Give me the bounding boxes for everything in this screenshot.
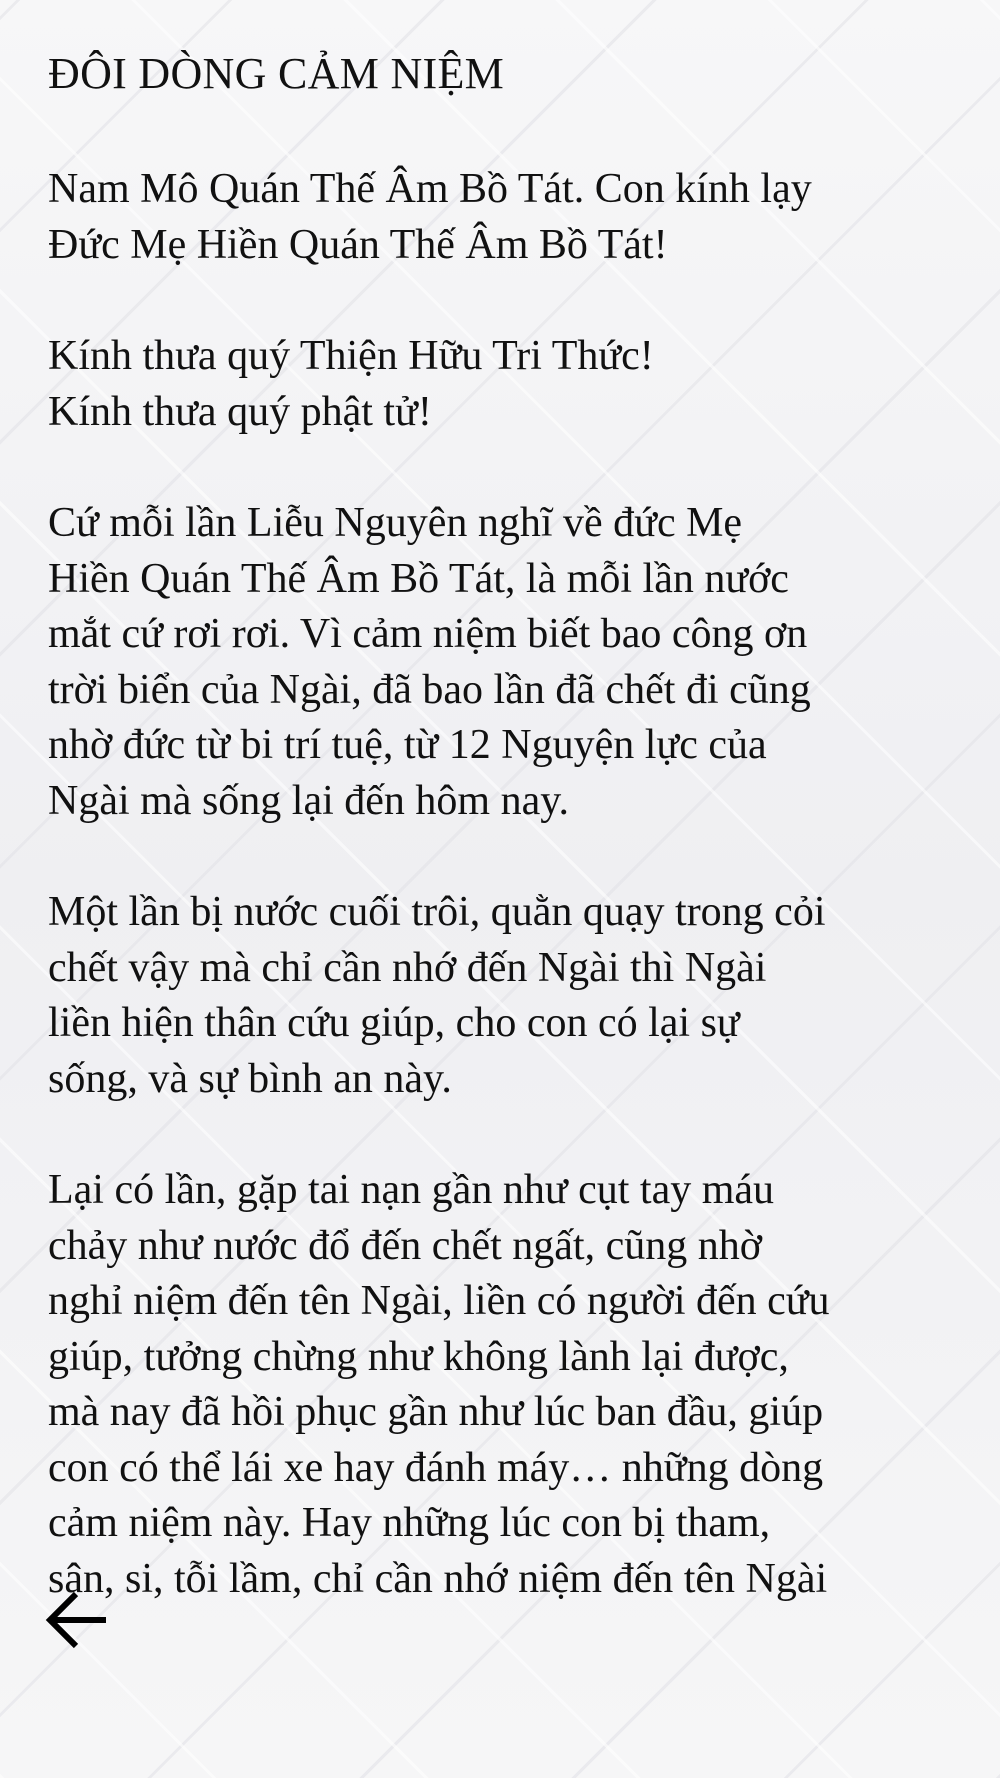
reader-content <box>48 46 968 1602</box>
paragraph: Kính thưa quý Thiện Hữu Tri Thức! Kính thưa quý phật tử! <box>48 333 654 435</box>
page-title: ĐÔI DÒNG CẢM NIỆM <box>48 49 505 98</box>
paragraph: Một lần bị nước cuối trôi, quằn quạy trong cỏi chết vậy mà chỉ cần nhớ đến Ngài thì Ngài liền hiện thân cứu giúp, cho con có lại sự sống, và sự bình an này. <box>48 889 826 1102</box>
paragraph: Cứ mỗi lần Liễu Nguyên nghĩ về đức Mẹ Hiền Quán Thế Âm Bồ Tát, là mỗi lần nước mắt cứ rơi rơi. Vì cảm niệm biết bao công ơn trời biển của Ngài, đã bao lần đã chết đi cũng nhờ đức từ bi trí tuệ, từ 12 Nguyện lực của Ngài mà sống lại đến hôm nay. <box>48 500 811 824</box>
bottom-nav-bar <box>0 1566 1000 1778</box>
paragraph: Lại có lần, gặp tai nạn gần như cụt tay máu chảy như nước đổ đến chết ngất, cũng nhờ nghỉ niệm đến tên Ngài, liền có người đến cứu giúp, tưởng chừng như không lành lại được, mà nay đã hồi phục gần như lúc ban đầu, giúp con có thể lái xe hay đánh máy… những dòng cảm niệm này. Hay những lúc con bị tham, sân, si, tỗi lầm, chỉ cần nhớ niệm đến tên Ngài <box>48 1167 830 1602</box>
arrow-left-icon <box>40 1584 112 1656</box>
back-button[interactable] <box>40 1584 112 1656</box>
paragraph: Nam Mô Quán Thế Âm Bồ Tát. Con kính lạy Đức Mẹ Hiền Quán Thế Âm Bồ Tát! <box>48 166 812 268</box>
